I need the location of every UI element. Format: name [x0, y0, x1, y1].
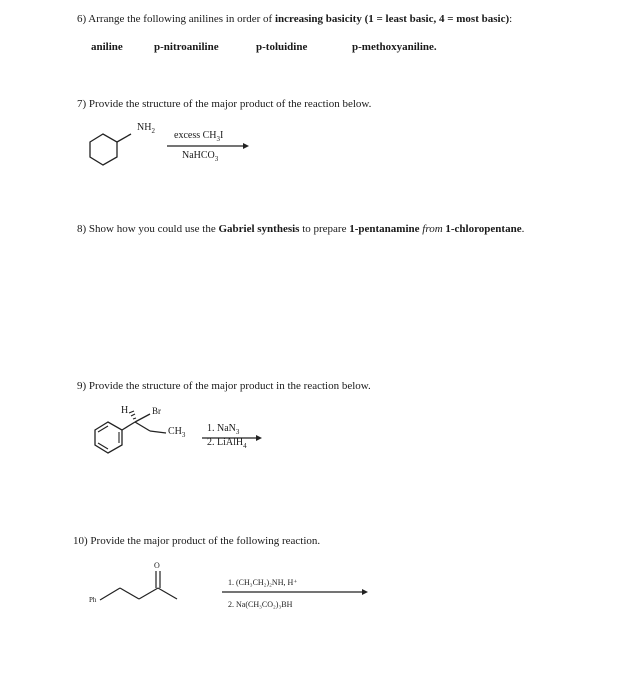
q6-item-p-nitroaniline: p-nitroaniline: [154, 41, 219, 53]
h-label: H: [121, 405, 129, 416]
q8-prompt: 8) Show how you could use the Gabriel synthesis to prepare 1-pentanamine from 1-chloropentane.: [77, 223, 525, 235]
q10-prompt: 10) Provide the major product of the following reaction.: [73, 535, 321, 547]
q10-step2: 2. Na(CH₃CO₂)₃BH: [228, 600, 293, 609]
ring-to-c1-bond: [122, 422, 135, 430]
q7-reagent-top: excess $CH_3I$: [174, 130, 224, 143]
hashed-wedge-h: [129, 411, 136, 419]
q6-item-p-methoxyaniline: p-methoxyaniline.: [352, 41, 437, 53]
q6-item-p-toluidine: p-toluidine: [256, 41, 308, 53]
q6-prompt: 6) Arrange the following anilines in order of increasing basicity (1 = least basic, 4 = most basic):: [77, 13, 513, 25]
q6-item-aniline: aniline: [91, 41, 123, 53]
q9-step2: 2. LiAlH$_4$: [207, 437, 247, 450]
q10-step1: 1. (CH₃CH₂)₂NH, H⁺: [228, 578, 298, 587]
benzene-ring: [95, 422, 122, 453]
o-label: O: [154, 561, 160, 570]
q10-arrowhead: [362, 589, 368, 595]
c1-br-bond: [135, 414, 150, 422]
q7-prompt: 7) Provide the structure of the major product of the reaction below.: [77, 98, 372, 110]
cyclohexane-ring: [90, 134, 117, 165]
c-n-bond: [117, 134, 131, 142]
ch3-label: $CH_3$: [168, 426, 186, 439]
q9-prompt: 9) Provide the structure of the major product in the reaction below.: [77, 380, 371, 392]
q7-reagent-bottom: NaHCO$_3$: [182, 150, 219, 163]
c3-c4-bond-10: [158, 588, 177, 599]
c2-ch3-bond: [150, 431, 166, 433]
q7-arrowhead: [243, 143, 249, 149]
c1-c2-bond-10: [120, 588, 139, 599]
br-label: Br: [152, 406, 161, 416]
c1-c2-bond: [135, 422, 150, 431]
q9-arrowhead: [256, 435, 262, 441]
ph-label: Ph: [89, 596, 97, 604]
q9-step1: 1. NaN$_3$: [207, 423, 240, 436]
ph-c1-bond: [100, 588, 120, 600]
c2-c3-bond-10: [139, 588, 158, 599]
nh2-label: $NH_2$: [137, 122, 155, 135]
